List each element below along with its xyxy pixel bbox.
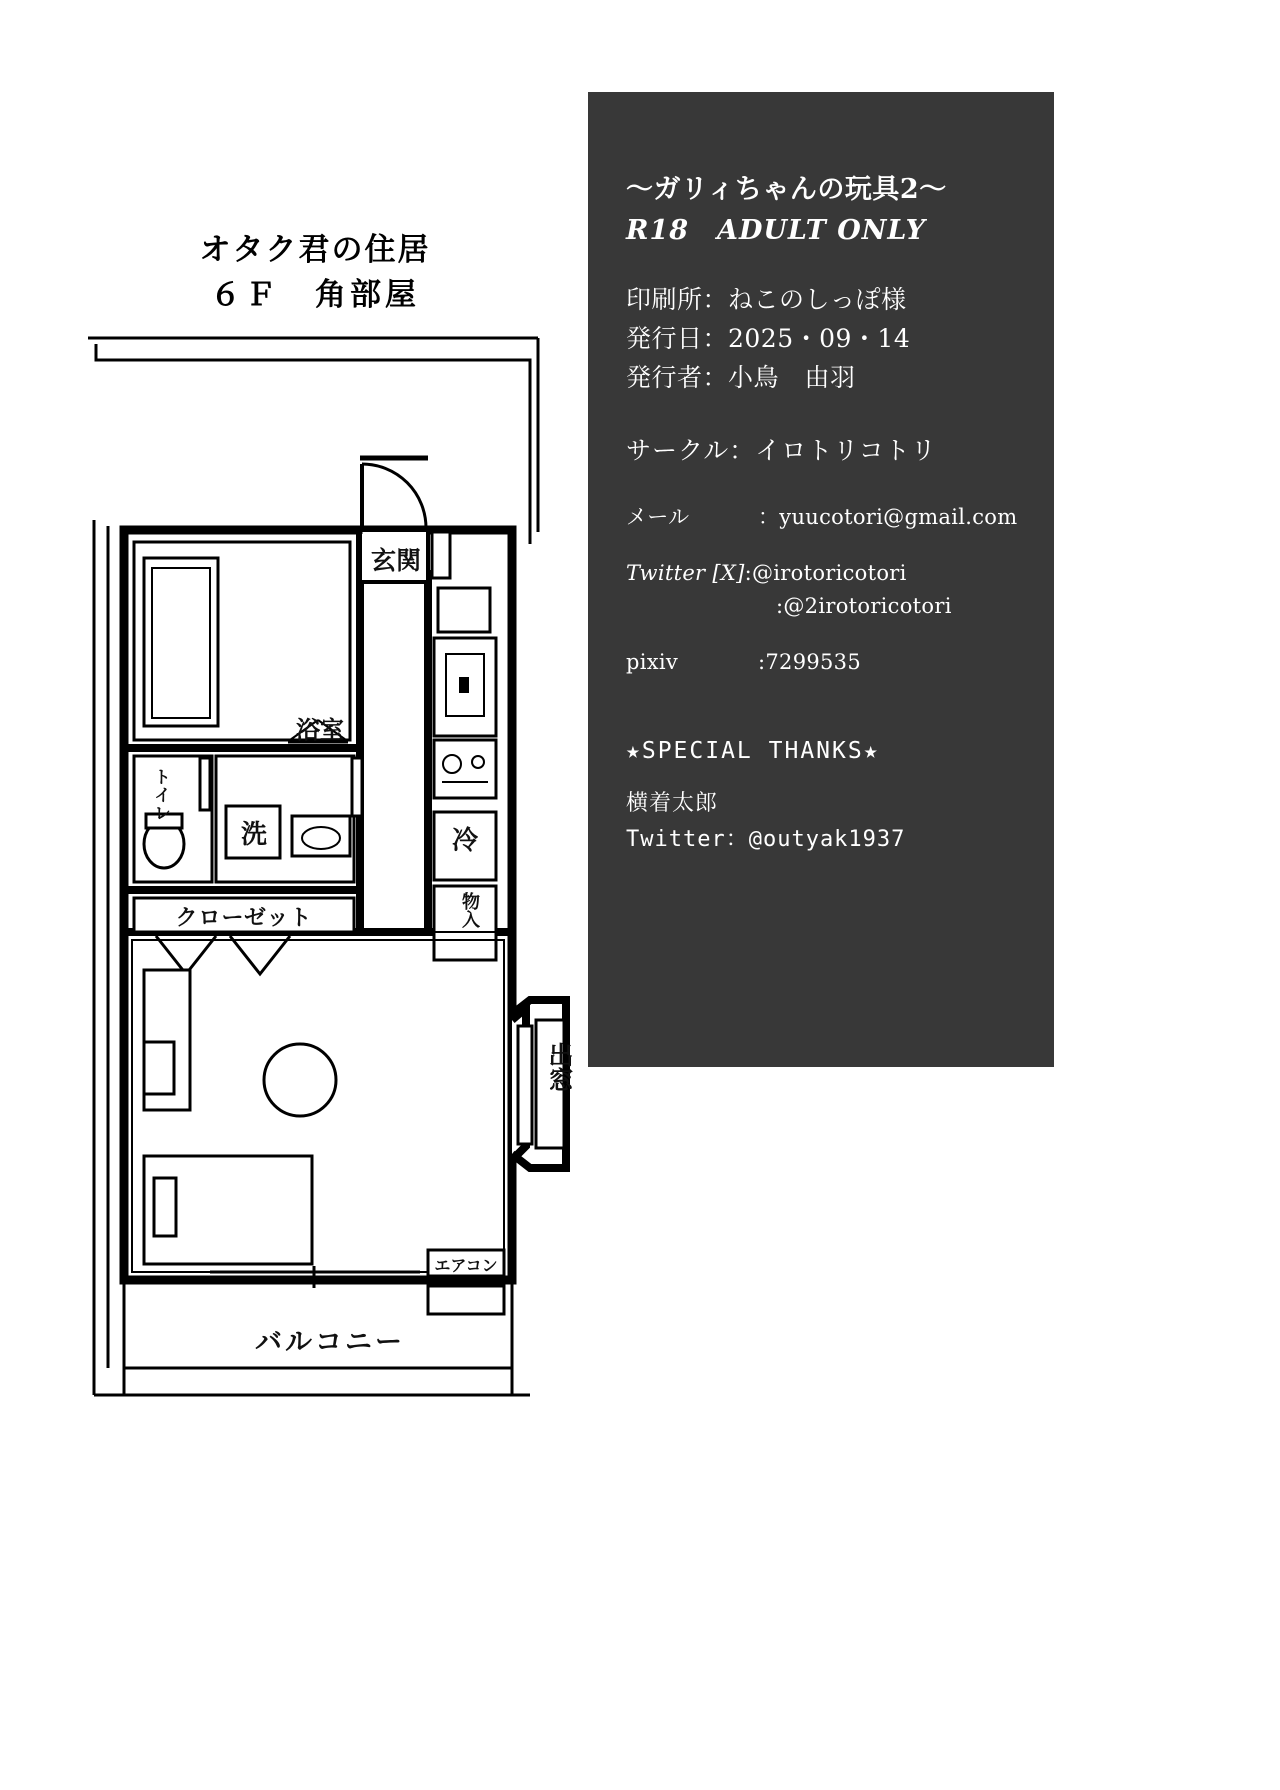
twitter-row-secondary (626, 590, 1020, 624)
publisher-line: 発行者：小鳥 由羽 (626, 362, 856, 392)
floorplan-title-line2: ６Ｆ 角部屋 (210, 276, 420, 313)
twitter-value[interactable]: :@irotoricotori (744, 560, 907, 585)
room-label-bath: 浴室 (296, 716, 344, 744)
appliance-label-aircon: エアコン (434, 1256, 498, 1275)
room-label-entrance: 玄関 (370, 546, 421, 575)
pixiv-value[interactable]: :7299535 (758, 650, 862, 675)
book-title: 〜ガリィちゃんの玩具2〜 (626, 174, 947, 205)
publication-date-line: 発行日：2025・09・14 (626, 323, 911, 353)
pixiv-label: pixiv (626, 650, 679, 675)
printer-line: 印刷所：ねこのしっぽ様 (626, 285, 907, 314)
twitter-value-secondary[interactable]: :@2irotoricotori (776, 594, 952, 619)
room-label-balcony: バルコニー (255, 1327, 405, 1358)
mail-value[interactable]: ：yuucotori@gmail.com (758, 505, 1018, 530)
room-label-wash: 洗 (240, 820, 267, 850)
room-label-toilet: トイレ (150, 768, 170, 822)
circle-line: サークル：イロトリコトリ (626, 436, 937, 466)
floorplan-title (80, 228, 550, 318)
thanks-name: 横着太郎 (626, 790, 719, 816)
room-label-bay-window: 出窓 (545, 1042, 574, 1092)
floorplan-diagram (60, 320, 620, 1470)
thanks-twitter[interactable]: Twitter：@outyak1937 (626, 826, 906, 852)
twitter-label: Twitter [X] (626, 560, 745, 585)
room-label-closet: クローゼット (175, 906, 313, 931)
special-thanks-header: ★SPECIAL THANKS★ (626, 737, 880, 764)
colophon-panel (588, 92, 1054, 1067)
appliance-label-fridge: 冷 (451, 826, 478, 856)
pixiv-row (626, 646, 1020, 680)
twitter-row (626, 557, 1020, 591)
mail-row (626, 501, 1020, 535)
age-rating: R18 ADULT ONLY (626, 214, 926, 246)
mail-label: メール (626, 505, 690, 530)
room-label-storage: 物入 (459, 892, 480, 928)
floorplan-title-line1: オタク君の住居 (199, 232, 431, 268)
